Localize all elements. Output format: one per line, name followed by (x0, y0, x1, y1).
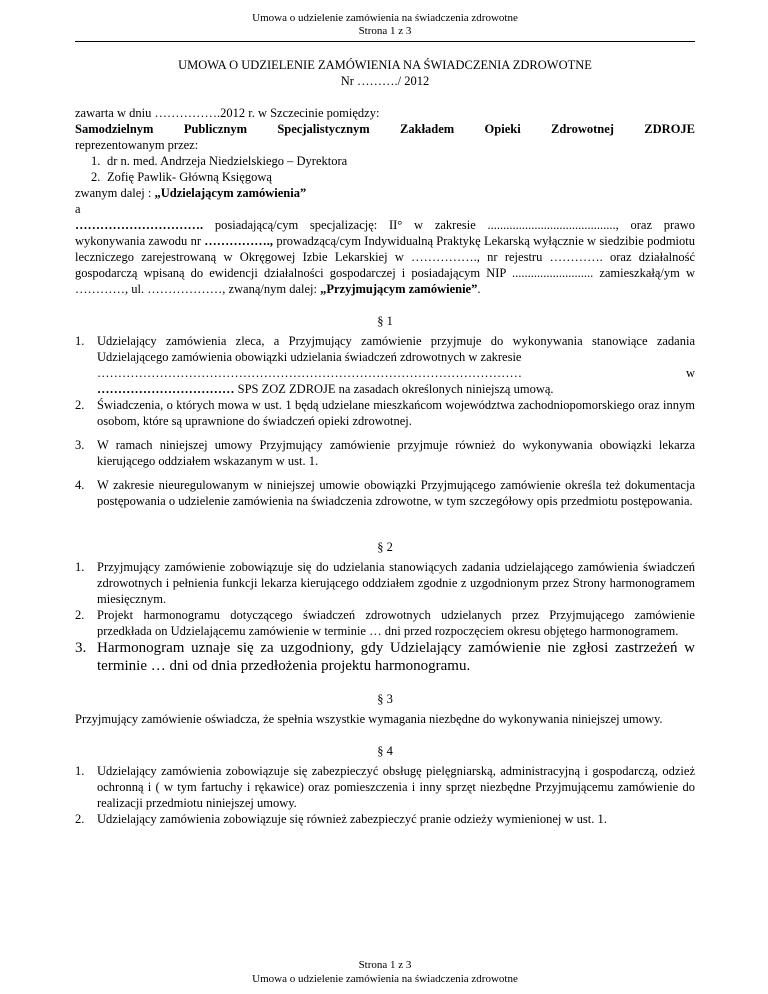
document-body (75, 57, 695, 827)
list-item: 1. Przyjmujący zamówienie zobowiązuje się do udzielania stanowiących zadania udzielającego zamówienia świadczeń zdrowotnych i pełnienia funkcji lekarza kierującego oddziałem zgodnie z uzgodnionym przez Strony harmonogramem miesięcznym. (75, 560, 695, 606)
document-title: UMOWA O UDZIELENIE ZAMÓWIENIA NA ŚWIADCZENIA ZDROWOTNE (178, 58, 592, 72)
section-heading-3: § 3 (377, 692, 393, 706)
footer-page-number: Strona 1 z 3 (358, 959, 412, 971)
representatives-list (75, 153, 695, 185)
section-2-list (75, 559, 695, 675)
list-item: 2. Świadczenia, o których mowa w ust. 1 będą udzielane mieszkańcom województwa zachodniopomorskiego oraz innym osobom, które są uprawnione do świadczeń opieki zdrowotnej. (75, 398, 695, 428)
list-item: 3. W ramach niniejszej umowy Przyjmujący zamówienie przyjmuje również do wykonywania obowiązki lekarza kierującego oddziałem wskazanym w ust. 1. (75, 438, 695, 468)
list-item: 2. Udzielający zamówienia zobowiązuje się również zabezpieczyć pranie odzieży wymienionej w ust. 1. (75, 812, 607, 826)
called-line: zwanym dalej : „Udzielającym zamówienia” (75, 186, 307, 200)
party-word: Zakładem (400, 122, 455, 136)
section-3-text: Przyjmujący zamówienie oświadcza, że spełnia wszystkie wymagania niezbędne do wykonywania niniejszej umowy. (75, 712, 663, 726)
list-item: 1. Udzielający zamówienia zleca, a Przyjmujący zamówienie przyjmuje do wykonywania stanowiące zadania Udzielającego zamówienia obowiązki udzielania świadczeń zdrowotnych w zakresie ………………………………………………………………………………………… w …………………………… SPS ZOZ ZDROJE na zasadach określonych niniejszą umową. (75, 334, 695, 396)
party-word: Samodzielnym (75, 122, 154, 136)
represented-line: reprezentowanym przez: (75, 138, 199, 152)
list-item: 2. Projekt harmonogramu dotyczącego świadczeń zdrowotnych udzielanych przez Przyjmującego zamówienie przedkłada on Udzielającemu zamówienie w terminie … dni przed rozpoczęciem okresu objętego harmonogramem. (75, 608, 695, 638)
party-word: Opieki (484, 122, 521, 136)
intro-line: zawarta w dniu …………….2012 r. w Szczecinie pomiędzy: (75, 106, 380, 120)
page-footer (75, 958, 695, 986)
header-page-number: Strona 1 z 3 (358, 25, 412, 37)
party-word: Zdrowotnej (551, 122, 614, 136)
list-item: 4. W zakresie nieuregulowanym w niniejszej umowie obowiązki Przyjmującego zamówienie określa też dokumentacja postępowania o udzielenie zamówienia na świadczenia zdrowotne, w tym szczegółowy opis przedmiotu postępowania. (75, 478, 695, 508)
contractor-paragraph: …………………………. posiadającą/cym specjalizację: II° w zakresie ........................................., oraz prawo wykonywania zawodu nr ……………., prowadzącą/cym Indywidualną Praktykę Lekarską wyłącznie w siedzibie podmiotu leczniczego zarejestrowaną w Okręgowej Izbie Lekarskiej w ……………., nr rejestru …………. oraz działalność gospodarczą wpisaną do ewidencji działalności gospodarczej i posiadającym NIP .......................... zamieszkałą/ym w …………, ul. ………………, zwaną/nym dalej: „Przyjmującym zamówienie”. (75, 218, 696, 296)
list-item: 1. Udzielający zamówienia zobowiązuje się zabezpieczyć obsługę pielęgniarską, administracyjną i gospodarczą, odzież ochronną i ( w tym fartuchy i rękawice) oraz pomieszczenia i inny sprzęt niezbędne Przyjmującemu zamówienie do realizacji przedmiotu niniejszej umowy. (75, 764, 695, 810)
party-word: Specjalistycznym (277, 122, 370, 136)
section-1-list (75, 333, 695, 509)
section-4-list (75, 763, 695, 827)
page-header (75, 12, 695, 38)
footer-title: Umowa o udzielenie zamówienia na świadczenia zdrowotne (252, 973, 518, 985)
party-word: ZDROJE (644, 122, 695, 136)
list-item: 1. dr n. med. Andrzeja Niedzielskiego – Dyrektora (91, 154, 348, 168)
section-heading-1: § 1 (377, 314, 393, 328)
party-word: Publicznym (183, 122, 248, 136)
conjunction: a (75, 202, 81, 216)
header-divider (75, 41, 695, 42)
section-heading-4: § 4 (377, 744, 393, 758)
list-item: 2. Zofię Pawlik- Główną Księgową (91, 170, 272, 184)
list-item: 3. Harmonogram uznaje się za uzgodniony, gdy Udzielający zamówienie nie zgłosi zastrzeżeń w terminie … dni od dnia przedłożenia projektu harmonogramu. (75, 640, 695, 674)
party-name (75, 121, 695, 137)
header-title: Umowa o udzielenie zamówienia na świadczenia zdrowotne (252, 12, 518, 24)
document-number: Nr ………./ 2012 (340, 74, 430, 88)
section-heading-2: § 2 (377, 540, 393, 554)
